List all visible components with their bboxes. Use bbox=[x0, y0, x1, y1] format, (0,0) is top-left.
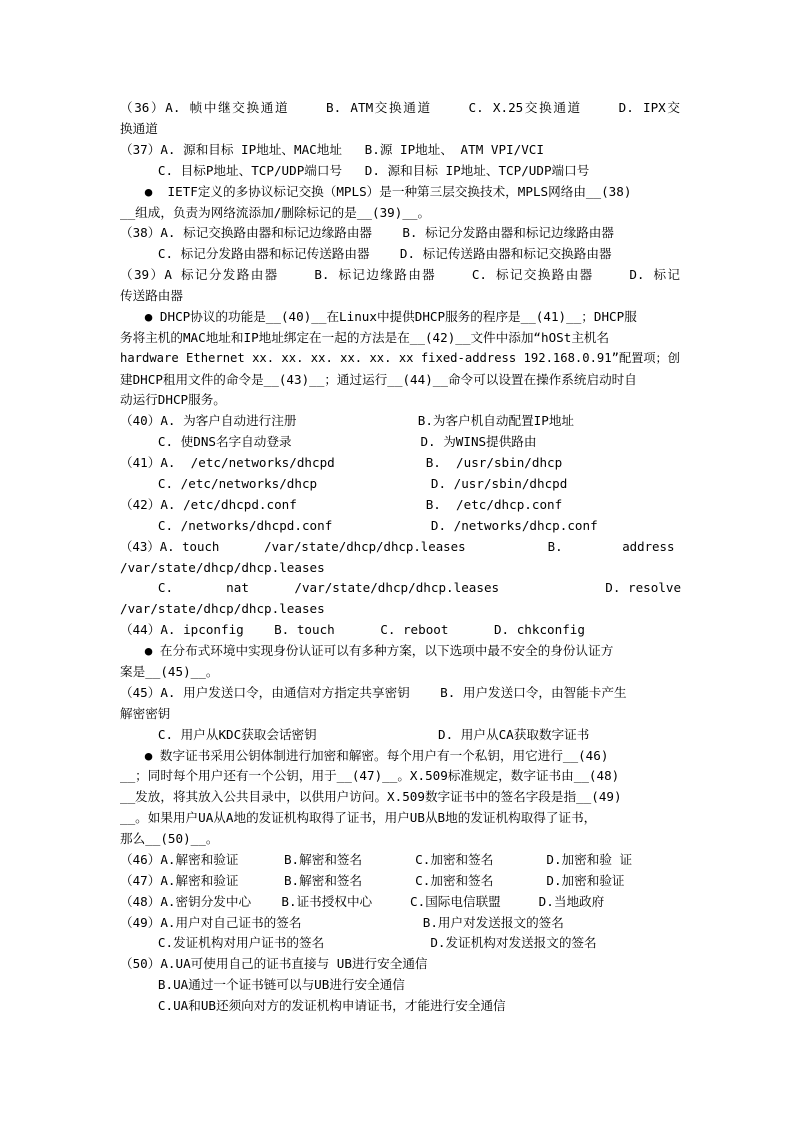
q42-options-cd: C. /networks/dhcpd.conf D. /networks/dhcp.conf bbox=[120, 518, 598, 533]
dhcp-question: ● DHCP协议的功能是__(40)__在Linux中提供DHCP服务的程序是__(41)__；DHCP服 bbox=[122, 309, 637, 324]
dhcp-question-line5: 动运行DHCP服务。 bbox=[120, 392, 226, 407]
q49-options-ab: （49）A.用户对自己证书的签名 B.用户对发送报文的签名 bbox=[120, 915, 564, 930]
q42-options-ab: （42）A. /etc/dhcpd.conf B. /etc/dhcp.conf bbox=[120, 497, 563, 512]
q43-options-cd-cont: /var/state/dhcp/dhcp.leases bbox=[120, 601, 325, 616]
q39-options-cont: 传送路由器 bbox=[120, 288, 183, 303]
cert-question-line4: __。如果用户UA从A地的发证机构取得了证书，用户UB从B地的发证机构取得了证书， bbox=[120, 810, 597, 825]
q41-options-ab: （41）A. /etc/networks/dhcpd B. /usr/sbin/dhcp bbox=[120, 455, 563, 470]
q37-options-ab: （37）A. 源和目标 IP地址、MAC地址 B.源 IP地址、 ATM VPI/VCI bbox=[120, 142, 544, 157]
q43-options-ab-cont: /var/state/dhcp/dhcp.leases bbox=[120, 560, 325, 575]
q40-options-cd: C. 使DNS名字自动登录 D. 为WINS提供路由 bbox=[120, 434, 537, 449]
q38-options-cd: C. 标记分发路由器和标记传送路由器 D. 标记传送路由器和标记交换路由器 bbox=[120, 246, 612, 261]
q40-options-ab: （40）A. 为客户自动进行注册 B.为客户机自动配置IP地址 bbox=[120, 413, 575, 428]
q37-options-cd: C. 目标P地址、TCP/UDP端口号 D. 源和目标 IP地址、TCP/UDP端口号 bbox=[120, 163, 590, 178]
q36-options: （36）A. 帧中继交换通道 B. ATM交换通道 C. X.25交换通道 D. IPX交 bbox=[120, 100, 680, 115]
q43-options-cd: C. nat /var/state/dhcp/dhcp.leases D. resolve bbox=[120, 580, 682, 595]
q47-options: （47）A.解密和验证 B.解密和签名 C.加密和签名 D.加密和验证 bbox=[120, 873, 625, 888]
q46-options: （46）A.解密和验证 B.解密和签名 C.加密和签名 D.加密和验 证 bbox=[120, 852, 633, 867]
cert-question-line3: __发放，将其放入公共目录中，以供用户访问。X.509数字证书中的签名字段是指__(49) bbox=[120, 789, 622, 804]
q50-option-b: B.UA通过一个证书链可以与UB进行安全通信 bbox=[120, 977, 405, 992]
mpls-question-cont: __组成，负责为网络流添加/删除标记的是__(39)__。 bbox=[120, 205, 431, 220]
cert-question: ● 数字证书采用公钥体制进行加密和解密。每个用户有一个私钥，用它进行__(46) bbox=[122, 748, 609, 763]
q49-options-cd: C.发证机构对用户证书的签名 D.发证机构对发送报文的签名 bbox=[120, 935, 597, 950]
q38-options-ab: （38）A. 标记交换路由器和标记边缘路由器 B. 标记分发路由器和标记边缘路由器 bbox=[120, 225, 614, 240]
q50-option-a: （50）A.UA可使用自己的证书直接与 UB进行安全通信 bbox=[120, 956, 428, 971]
q48-options: （48）A.密钥分发中心 B.证书授权中心 C.国际电信联盟 D.当地政府 bbox=[120, 894, 605, 909]
auth-question-cont: 案是__(45)__。 bbox=[120, 664, 219, 679]
q43-options-ab: （43）A. touch /var/state/dhcp/dhcp.leases B. address bbox=[120, 539, 675, 554]
dhcp-question-line4: 建DHCP租用文件的命令是__(43)__；通过运行__(44)__命令可以设置在操作系统启动时自 bbox=[120, 372, 637, 387]
cert-question-line5: 那么__(50)__。 bbox=[120, 831, 219, 846]
q50-option-c: C.UA和UB还须向对方的发证机构申请证书，才能进行安全通信 bbox=[120, 998, 506, 1013]
dhcp-question-line3: hardware Ethernet xx. xx. xx. xx. xx. xx fixed-address 192.168.0.91”配置项；创 bbox=[120, 351, 680, 365]
q45-options-cd: C. 用户从KDC获取会话密钥 D. 用户从CA获取数字证书 bbox=[120, 727, 590, 742]
dhcp-question-line2: 务将主机的MAC地址和IP地址绑定在一起的方法是在__(42)__文件中添加“hOSt主机名 bbox=[120, 330, 610, 345]
q45-options-ab: （45）A. 用户发送口令，由通信对方指定共享密钥 B. 用户发送口令，由智能卡产生 bbox=[120, 685, 627, 700]
cert-question-line2: __；同时每个用户还有一个公钥，用于__(47)__。X.509标准规定，数字证书由__(48) bbox=[120, 768, 620, 783]
auth-question: ● 在分布式环境中实现身份认证可以有多种方案，以下选项中最不安全的身份认证方 bbox=[122, 643, 614, 658]
q39-options: （39）A 标记分发路由器 B. 标记边缘路由器 C. 标记交换路由器 D. 标记 bbox=[120, 267, 680, 282]
mpls-question: ● IETF定义的多协议标记交换（MPLS）是一种第三层交换技术，MPLS网络由__(38) bbox=[122, 184, 632, 199]
q36-options-cont: 换通道 bbox=[120, 121, 158, 136]
q44-options: （44）A. ipconfig B. touch C. reboot D. chkconfig bbox=[120, 622, 585, 637]
q45-options-ab-cont: 解密密钥 bbox=[120, 706, 171, 721]
q41-options-cd: C. /etc/networks/dhcp D. /usr/sbin/dhcpd bbox=[120, 476, 568, 491]
